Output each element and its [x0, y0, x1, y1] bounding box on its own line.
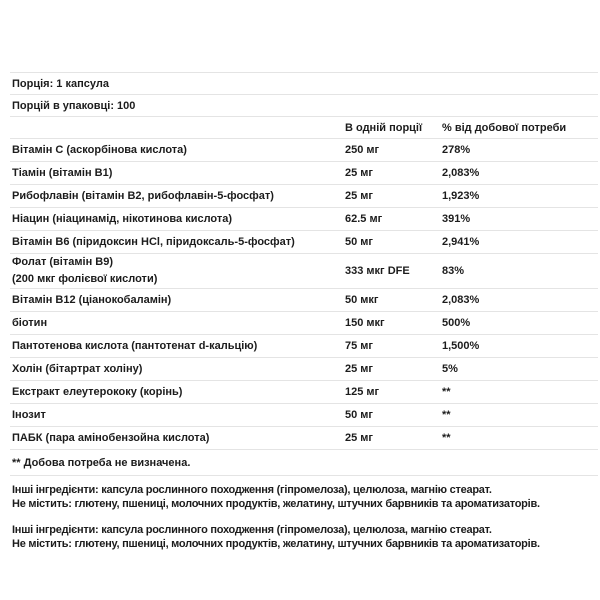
ingredients-footer [10, 484, 598, 551]
servings-per-container-label: Порцій в упаковці: 100 [12, 99, 136, 112]
table-row-eleuthero-extract [10, 381, 598, 404]
nutrient-daily-value: 278% [442, 144, 471, 156]
nutrient-amount: 62.5 мг [345, 213, 383, 225]
supplement-facts-table [10, 72, 598, 551]
nutrient-name-line1: Фолат (вітамін B9) [12, 256, 113, 268]
nutrient-name: Холін (бітартрат холіну) [12, 362, 143, 375]
column-header-amount: В одній порції [345, 121, 423, 134]
nutrient-daily-value: 83% [442, 265, 465, 277]
nutrient-name: біотин [12, 316, 48, 329]
nutrient-daily-value: 2,941% [442, 236, 480, 248]
does-not-contain-text: Не містить: глютену, пшениці, молочних продуктів, желатину, штучних барвників та ароматизаторів. [12, 497, 540, 510]
daily-value-footnote: ** Добова потреба не визначена. [12, 456, 191, 469]
daily-value-footnote-row [10, 450, 598, 476]
nutrient-amount: 25 мг [345, 363, 374, 375]
nutrient-amount: 50 мкг [345, 294, 379, 306]
table-header-row [10, 117, 598, 139]
other-ingredients-text: Інші інгредієнти: капсула рослинного походження (гіпромелоза), целюлоза, магнію стеарат. [12, 484, 492, 496]
ingredients-block [12, 524, 598, 551]
nutrient-daily-value: 1,500% [442, 340, 480, 352]
table-row-choline [10, 358, 598, 381]
table-row-vitamin-b6 [10, 231, 598, 254]
table-row-niacin [10, 208, 598, 231]
table-row-biotin [10, 312, 598, 335]
nutrient-daily-value: ** [442, 432, 451, 444]
ingredients-block [12, 484, 598, 511]
nutrient-name: Рибофлавін (вітамін B2, рибофлавін-5-фосфат) [12, 189, 274, 202]
nutrient-amount: 125 мг [345, 386, 380, 398]
nutrient-amount: 75 мг [345, 340, 374, 352]
nutrient-amount: 50 мг [345, 409, 374, 421]
table-row-riboflavin [10, 185, 598, 208]
column-header-daily-value: % від добової потреби [442, 121, 567, 134]
nutrient-name: Тіамін (вітамін B1) [12, 166, 113, 179]
nutrient-amount: 25 мг [345, 190, 374, 202]
nutrient-amount: 250 мг [345, 144, 380, 156]
serving-size-label: Порція: 1 капсула [12, 77, 109, 90]
nutrient-name: Вітамін C (аскорбінова кислота) [12, 143, 187, 156]
servings-per-container-row [10, 95, 598, 117]
nutrient-name: Вітамін B6 (піридоксин HCl, піридоксаль-5-фосфат) [12, 235, 295, 248]
nutrient-amount: 333 мкг DFE [345, 265, 410, 277]
table-row-vitamin-c [10, 139, 598, 162]
table-row-folate [10, 254, 598, 289]
nutrient-amount: 50 мг [345, 236, 374, 248]
nutrient-name: Вітамін B12 (ціанокобаламін) [12, 293, 172, 306]
table-row-pantothenic-acid [10, 335, 598, 358]
nutrient-name: ПАБК (пара амінобензойна кислота) [12, 431, 210, 444]
other-ingredients-text: Інші інгредієнти: капсула рослинного походження (гіпромелоза), целюлоза, магнію стеарат. [12, 524, 492, 536]
nutrient-daily-value: 2,083% [442, 167, 480, 179]
nutrient-name: Інозит [12, 408, 46, 421]
nutrient-daily-value: 2,083% [442, 294, 480, 306]
nutrient-amount: 25 мг [345, 432, 374, 444]
serving-size-row [10, 72, 598, 95]
table-row-inositol [10, 404, 598, 427]
nutrient-daily-value: 500% [442, 317, 471, 329]
nutrient-amount: 150 мкг [345, 317, 385, 329]
nutrient-daily-value: 1,923% [442, 190, 480, 202]
does-not-contain-text: Не містить: глютену, пшениці, молочних продуктів, желатину, штучних барвників та ароматизаторів. [12, 537, 540, 550]
table-row-vitamin-b12 [10, 289, 598, 312]
nutrient-daily-value: ** [442, 386, 451, 398]
nutrient-daily-value: 391% [442, 213, 471, 225]
nutrient-name-line2: (200 мкг фолієвої кислоти) [12, 273, 158, 285]
nutrient-daily-value: ** [442, 409, 451, 421]
nutrient-name [12, 254, 345, 288]
table-row-paba [10, 427, 598, 450]
nutrient-amount: 25 мг [345, 167, 374, 179]
table-row-thiamin [10, 162, 598, 185]
nutrient-daily-value: 5% [442, 363, 458, 375]
nutrient-name: Екстракт елеутерококу (корінь) [12, 385, 183, 398]
nutrient-name: Пантотенова кислота (пантотенат d-кальцію) [12, 339, 258, 352]
nutrient-name: Ніацин (ніацинамід, нікотинова кислота) [12, 212, 233, 225]
